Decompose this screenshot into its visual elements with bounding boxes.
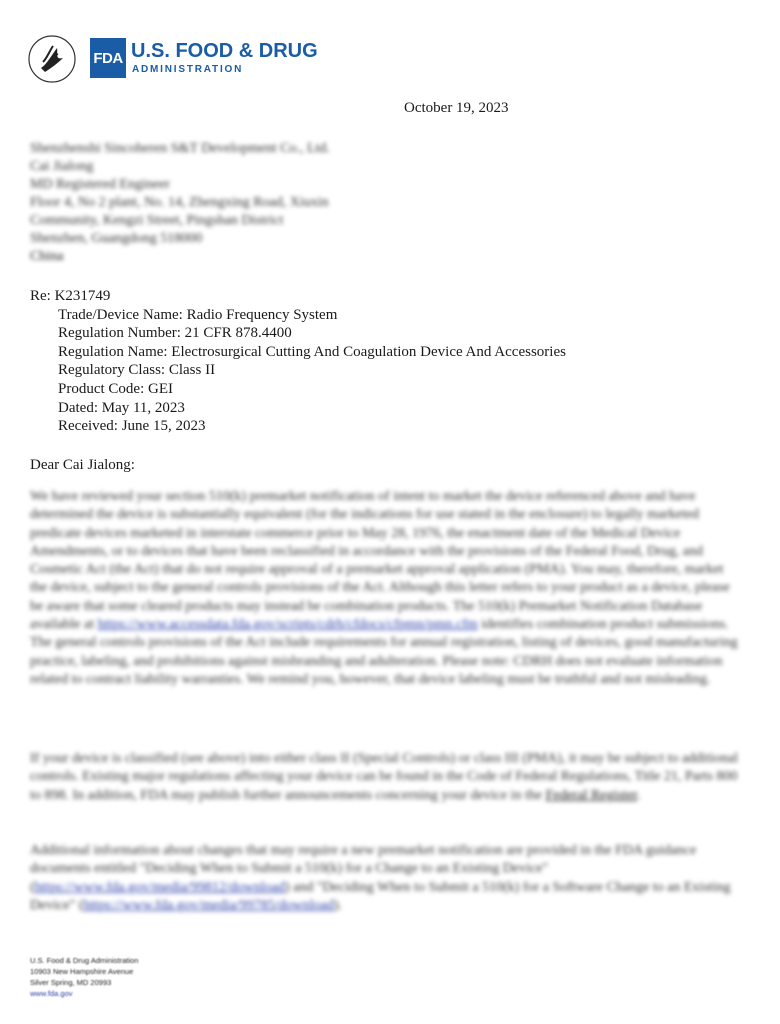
- agency-title: U.S. FOOD & DRUG: [131, 40, 318, 62]
- pmn-database-link[interactable]: https://www.accessdata.fda.gov/scripts/cdrh/cfdocs/cfpmn/pmn.cfm: [97, 617, 478, 633]
- paragraph-text: .: [636, 787, 641, 803]
- regulatory-class: Regulatory Class: Class II: [58, 362, 216, 379]
- footer-city: Silver Spring, MD 20993: [30, 978, 112, 987]
- recipient-address: [30, 140, 330, 266]
- regulation-number: Regulation Number: 21 CFR 878.4400: [58, 325, 292, 342]
- salutation: Dear Cai Jialong:: [30, 457, 135, 473]
- paragraph-text: Additional information about changes that may require a new premarket notification are provided in the FDA guidance documents entitled "Deciding When to Submit a 510(k) for a Change to an Existing Device" (: [30, 843, 697, 895]
- guidance-link-software[interactable]: https://www.fda.gov/media/99785/download: [83, 897, 334, 913]
- address-line: Shenzhenshi Sincoheren S&T Development Co., Ltd.: [30, 141, 330, 156]
- fda-logo-box: FDA: [90, 38, 126, 78]
- paragraph-text: If your device is classified (see above) into either class II (Special Controls) or class III (PMA), it may be subject to additional controls. Existing major regulations affecting your device can be found in the Code of Federal Regulations, Title 21, Parts 800 to 898. In addition, FDA may publish further announcements concerning your device in the: [30, 751, 738, 803]
- guidance-link-device[interactable]: https://www.fda.gov/media/99812/download: [34, 879, 285, 895]
- federal-register-link[interactable]: Federal Register: [545, 787, 637, 803]
- k-number: Re: K231749: [30, 288, 111, 304]
- footer-street: 10903 New Hampshire Avenue: [30, 967, 134, 976]
- footer-agency: U.S. Food & Drug Administration: [30, 956, 139, 965]
- address-line: Floor 4, No 2 plant, No. 14, Zhengxing Road, Xiuxin: [30, 195, 329, 210]
- paragraph-text: ).: [333, 897, 342, 913]
- agency-subtitle: ADMINISTRATION: [132, 64, 244, 75]
- letter-date: October 19, 2023: [404, 100, 509, 116]
- dated: Dated: May 11, 2023: [58, 399, 185, 416]
- footer-website-link[interactable]: www.fda.gov: [30, 989, 73, 998]
- address-line: MD Registered Engineer: [30, 177, 170, 192]
- address-line: China: [30, 249, 64, 264]
- paragraph-substantial-equivalence: [30, 488, 744, 689]
- letter-footer: [30, 955, 138, 999]
- regulation-name: Regulation Name: Electrosurgical Cutting And Coagulation Device And Accessories: [58, 343, 566, 360]
- address-line: Shenzhen, Guangdong 518000: [30, 231, 203, 246]
- paragraph-additional-controls: [30, 750, 744, 805]
- received: Received: June 15, 2023: [58, 418, 206, 435]
- hhs-eagle-logo: [27, 34, 77, 84]
- address-line: Cai Jialong: [30, 159, 94, 174]
- paragraph-guidance: [30, 842, 744, 915]
- address-line: Community, Kengzi Street, Pingshan District: [30, 213, 284, 228]
- paragraph-text: ) and "Deciding When to Submit a 510(k) for a Software Change to an Existing Device" (: [30, 879, 731, 913]
- paragraph-text: identifies combination product submissions. The general controls provisions of the Act include requirements for annual registration, listing of devices, good manufacturing practice, labeling, and prohibitions against misbranding and adulteration. Please note: CDRH does not evaluate information related to contract liability warranties. We remind you, however, that device labeling must be truthful and not misleading.: [30, 617, 738, 687]
- reference-block: [30, 287, 566, 436]
- device-name: Trade/Device Name: Radio Frequency System: [58, 306, 338, 323]
- product-code: Product Code: GEI: [58, 380, 173, 397]
- paragraph-text: We have reviewed your section 510(k) premarket notification of intent to market the device referenced above and have determined the device is substantially equivalent (for the indications for use stated in the enclosure) to legally marketed predicate devices marketed in interstate commerce prior to May 28, 1976, the enactment date of the Medical Device Amendments, or to devices that have been reclassified in accordance with the provisions of the Federal Food, Drug, and Cosmetic Act (the Act) that do not require approval of a premarket approval application (PMA). You may, therefore, market the device, subject to the general controls provisions of the Act. Although this letter refers to your product as a device, please be aware that some cleared products may instead be combination products. The 510(k) Premarket Notification Database available at: [30, 489, 730, 633]
- letterhead: [27, 34, 327, 90]
